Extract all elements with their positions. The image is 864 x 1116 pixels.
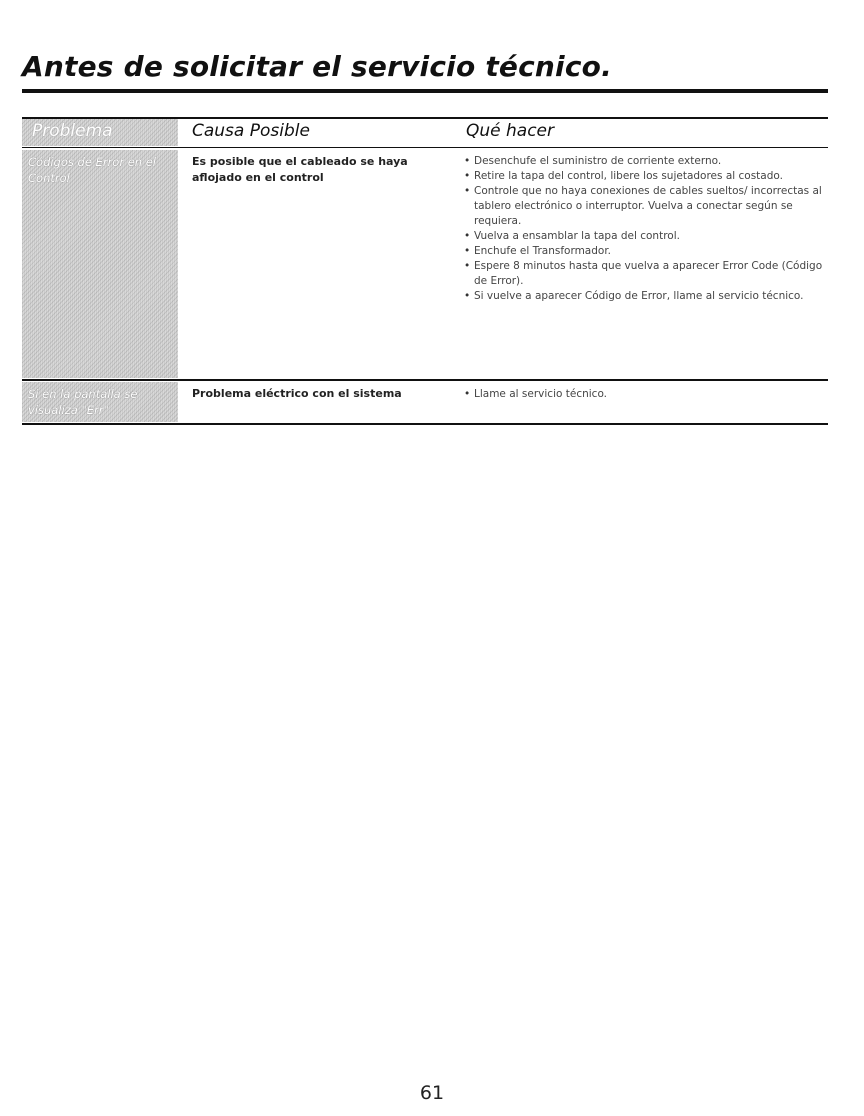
column-header-problem: Problema <box>32 121 113 141</box>
page-number: 61 <box>419 1082 445 1104</box>
column-header-action: Qué hacer <box>466 121 555 141</box>
list-item: • Enchufe el Transformador. <box>464 245 612 257</box>
title-divider <box>22 89 828 93</box>
list-item: • Vuelva a ensamblar la tapa del control. <box>464 230 680 242</box>
list-item: • Llame al servicio técnico. <box>464 388 608 400</box>
column-header-cause: Causa Posible <box>192 121 310 141</box>
cause-cell: Problema eléctrico con el sistema <box>192 387 402 400</box>
problem-cell: Si en la pantalla se visualiza "Err" <box>28 387 138 417</box>
action-list <box>463 387 823 402</box>
list-item: • Retire la tapa del control, libere los sujetadores al costado. <box>464 170 783 182</box>
cause-cell: Es posible que el cableado se haya aflojado en el control <box>192 155 408 184</box>
list-item: • Si vuelve a aparecer Código de Error, llame al servicio técnico. <box>464 290 804 302</box>
page-title: Antes de solicitar el servicio técnico. <box>22 50 612 83</box>
list-item: • Controle que no haya conexiones de cables sueltos/ incorrectas al tablero electrónico o interruptor. Vuelva a conectar según se requiera. <box>464 185 822 227</box>
list-item: • Desenchufe el suministro de corriente externo. <box>464 155 722 167</box>
row-divider <box>22 379 828 381</box>
problem-cell: Códigos de Error en el Control <box>28 155 157 185</box>
action-list <box>463 154 823 304</box>
header-rule <box>22 147 828 148</box>
list-item: • Espere 8 minutos hasta que vuelva a aparecer Error Code (Código de Error). <box>464 260 823 287</box>
table-bottom-rule <box>22 423 828 425</box>
